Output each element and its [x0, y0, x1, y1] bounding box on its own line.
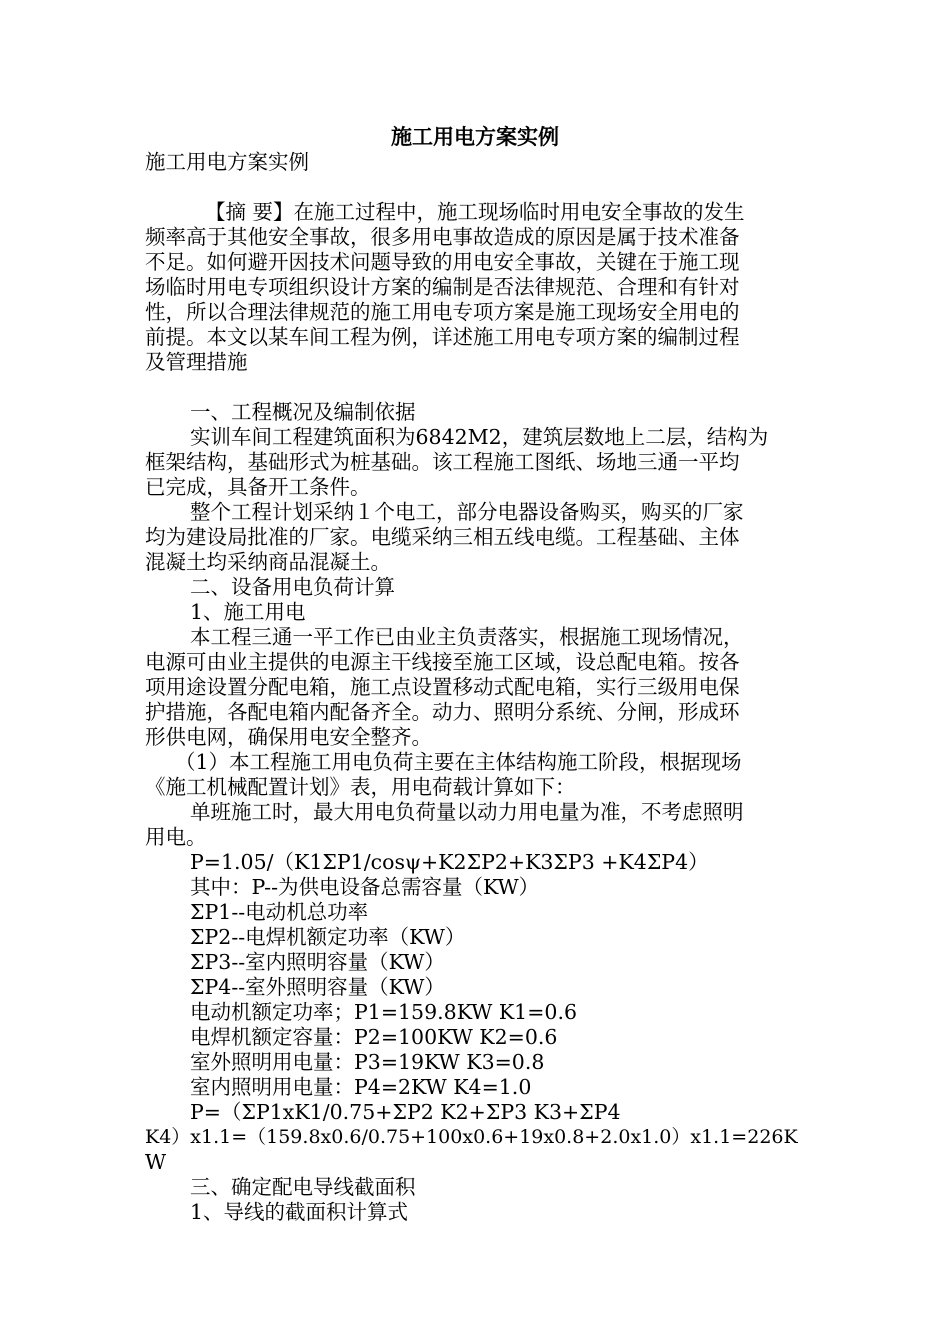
paragraph-line: 单班施工时，最大用电负荷量以动力用电量为准，不考虑照明 [190, 800, 744, 824]
paragraph-line: （1）本工程施工用电负荷主要在主体结构施工阶段，根据现场 [175, 750, 742, 774]
paragraph-line: 整个工程计划采纳１个电工，部分电器设备购买，购买的厂家 [190, 500, 744, 524]
formula-line: P=1.05/（K1ΣP1/cosψ+K2ΣP2+K3ΣP3 +K4ΣP4） [190, 850, 709, 874]
section-heading: 三、确定配电导线截面积 [190, 1175, 416, 1199]
paragraph-line: 用电。 [145, 825, 207, 849]
section-heading: 一、工程概况及编制依据 [190, 400, 416, 424]
paragraph-line: 实训车间工程建筑面积为6842M2，建筑层数地上二层，结构为 [190, 425, 769, 449]
paragraph-line: 项用途设置分配电箱，施工点设置移动式配电箱，实行三级用电保 [145, 675, 740, 699]
abstract-line: 前提。本文以某车间工程为例，详述施工用电专项方案的编制过程 [145, 325, 740, 349]
formula-line: ΣP1--电动机总功率 [190, 900, 369, 924]
abstract-line: 及管理措施 [145, 350, 248, 374]
paragraph-line: 电源可由业主提供的电源主干线接至施工区域，设总配电箱。按各 [145, 650, 740, 674]
subsection-heading: 1、导线的截面积计算式 [190, 1200, 409, 1224]
paragraph-line: 护措施，各配电箱内配备齐全。动力、照明分系统、分闸，形成环 [145, 700, 740, 724]
document-subtitle: 施工用电方案实例 [145, 150, 309, 174]
abstract-line: 频率高于其他安全事故，很多用电事故造成的原因是属于技术准备 [145, 225, 740, 249]
formula-line: 室内照明用电量：P4=2KW K4=1.0 [190, 1075, 532, 1099]
formula-line: 电动机额定功率；P1=159.8KW K1=0.6 [190, 1000, 578, 1024]
paragraph-line: 本工程三通一平工作已由业主负责落实，根据施工现场情况， [190, 625, 744, 649]
formula-line: 室外照明用电量：P3=19KW K3=0.8 [190, 1050, 545, 1074]
paragraph-line: 形供电网，确保用电安全整齐。 [145, 725, 432, 749]
formula-line: P=（ΣP1xK1/0.75+ΣP2 K2+ΣP3 K3+ΣP4 [190, 1100, 621, 1124]
formula-line: ΣP2--电焊机额定功率（KW） [190, 925, 466, 949]
paragraph-line: 混凝土均采纳商品混凝土。 [145, 550, 391, 574]
paragraph-line: 框架结构，基础形式为桩基础。该工程施工图纸、场地三通一平均 [145, 450, 740, 474]
paragraph-line: 均为建设局批准的厂家。电缆采纳三相五线电缆。工程基础、主体 [145, 525, 740, 549]
section-heading: 二、设备用电负荷计算 [190, 575, 395, 599]
paragraph-line: 《施工机械配置计划》表，用电荷载计算如下： [145, 775, 576, 799]
paragraph-line: 已完成，具备开工条件。 [145, 475, 371, 499]
abstract-line: 性，所以合理法律规范的施工用电专项方案是施工现场安全用电的 [145, 300, 740, 324]
formula-line: W [145, 1150, 167, 1174]
document-title: 施工用电方案实例 [391, 124, 559, 149]
formula-line: ΣP4--室外照明容量（KW） [190, 975, 445, 999]
abstract-line: 不足。如何避开因技术问题导致的用电安全事故，关键在于施工现 [145, 250, 740, 274]
abstract-line: 【摘 要】在施工过程中，施工现场临时用电安全事故的发生 [205, 200, 745, 224]
formula-line: 电焊机额定容量：P2=100KW K2=0.6 [190, 1025, 558, 1049]
abstract-line: 场临时用电专项组织设计方案的编制是否法律规范、合理和有针对 [145, 275, 740, 299]
formula-line: ΣP3--室内照明容量（KW） [190, 950, 445, 974]
formula-line: 其中：P--为供电设备总需容量（KW） [190, 875, 540, 899]
subsection-heading: 1、施工用电 [190, 600, 306, 624]
formula-line: K4）x1.1=（159.8x0.6/0.75+100x0.6+19x0.8+2.0x1.0）x1.1=226K [145, 1126, 798, 1148]
